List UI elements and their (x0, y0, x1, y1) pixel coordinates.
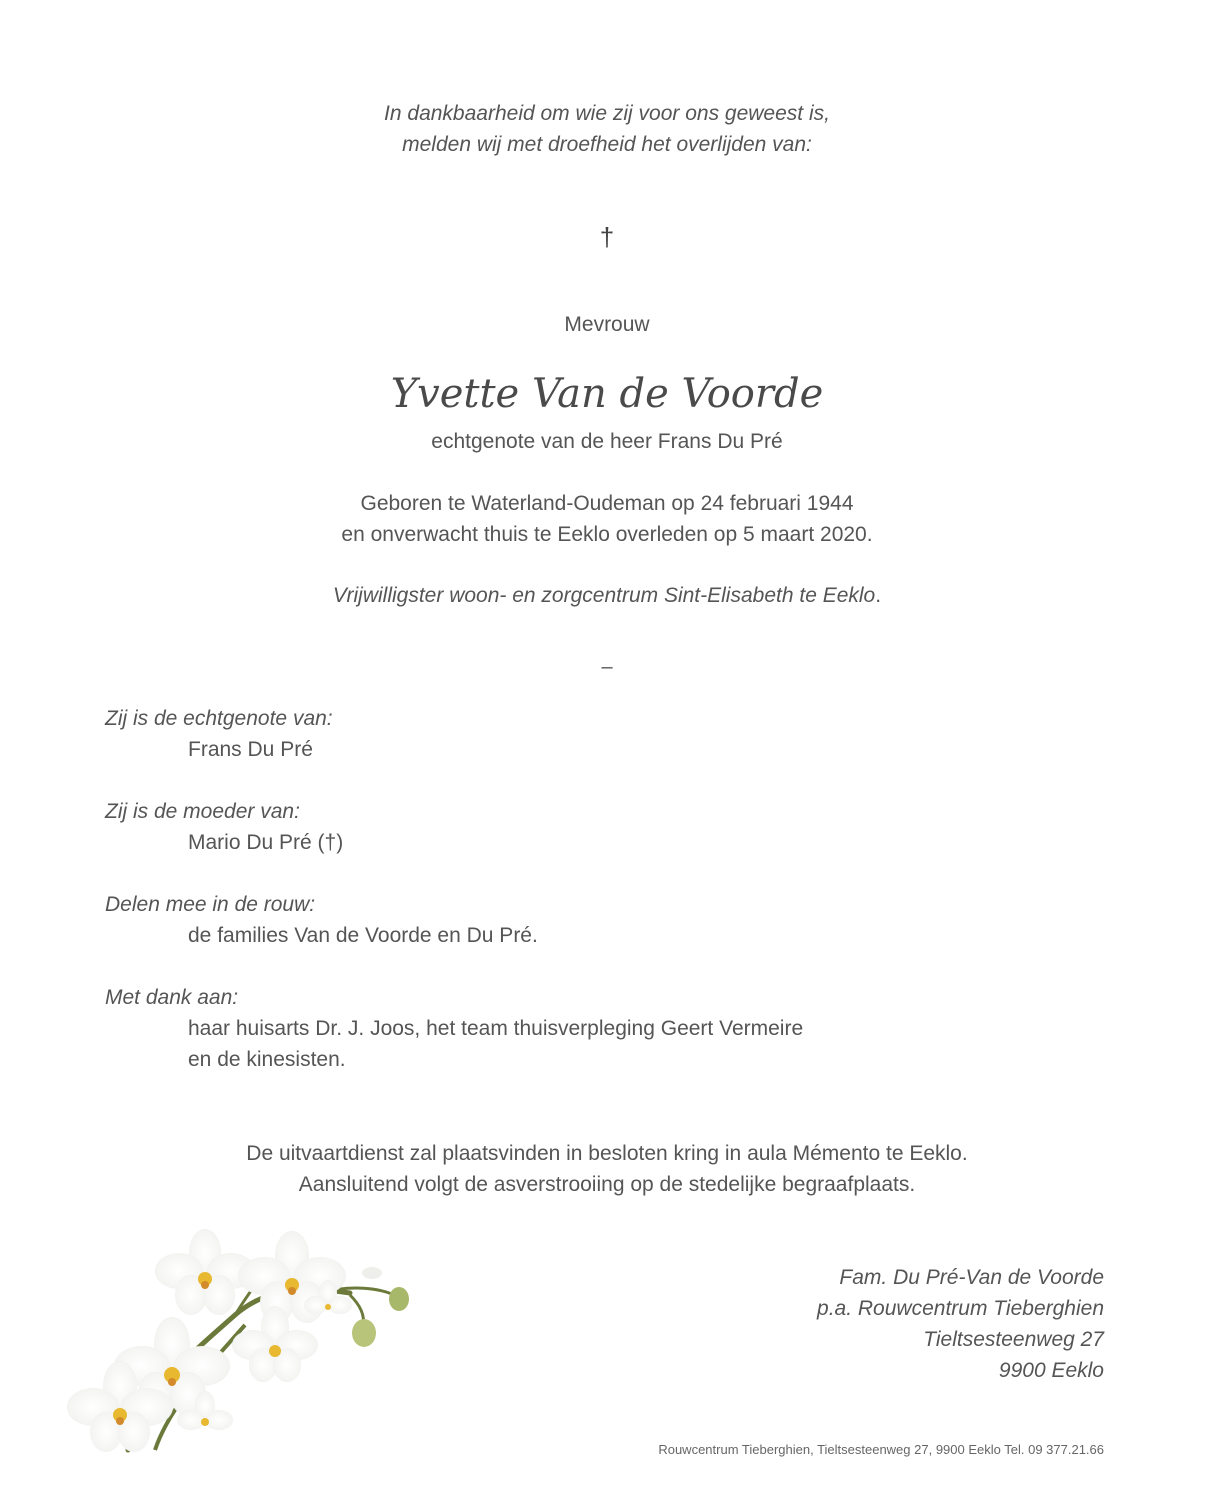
mourn-label: Delen mee in de rouw: (105, 893, 316, 916)
birth-death-text (0, 488, 1214, 550)
deceased-title: Mevrouw (564, 313, 650, 336)
family-children-section (105, 796, 1005, 858)
funeral-line-2: Aansluitend volgt de asverstrooiing op de stedelijke begraafplaats. (298, 1173, 916, 1196)
thanks-value-2: en de kinesisten. (188, 1048, 346, 1071)
signature-block (817, 1262, 1104, 1386)
volunteer-period: . (875, 584, 882, 607)
deceased-name: Yvette Van de Voorde (390, 371, 824, 417)
orchid-image (60, 1205, 420, 1455)
separator-dash: – (601, 656, 613, 678)
spouse-line: echtgenote van de heer Frans Du Pré (431, 430, 783, 453)
signature-street: Tieltsesteenweg 27 (923, 1328, 1104, 1351)
mourn-value: de families Van de Voorde en Du Pré. (188, 924, 538, 947)
spouse-value: Frans Du Pré (188, 738, 313, 761)
spouse-label: Zij is de echtgenote van: (105, 707, 333, 730)
funeral-line-1: De uitvaartdienst zal plaatsvinden in besloten kring in aula Mémento te Eeklo. (246, 1142, 968, 1165)
family-thanks-section (105, 982, 1005, 1075)
thanks-value-1: haar huisarts Dr. J. Joos, het team thuisverpleging Geert Vermeire (188, 1017, 804, 1040)
death-line: en onverwacht thuis te Eeklo overleden op 5 maart 2020. (341, 523, 873, 546)
children-value: Mario Du Pré (†) (188, 831, 344, 854)
intro-line-2: melden wij met droefheid het overlijden van: (402, 133, 812, 156)
signature-city: 9900 Eeklo (998, 1359, 1104, 1382)
signature-care-of: p.a. Rouwcentrum Tieberghien (817, 1297, 1104, 1320)
birth-line: Geboren te Waterland-Oudeman op 24 februari 1944 (360, 492, 854, 515)
intro-line-1: In dankbaarheid om wie zij voor ons geweest is, (384, 102, 830, 125)
children-label: Zij is de moeder van: (105, 800, 300, 823)
volunteer-text: Vrijwilligster woon- en zorgcentrum Sint-Elisabeth te Eeklo (332, 584, 876, 607)
footer-contact: Rouwcentrum Tieberghien, Tieltsesteenweg 27, 9900 Eeklo Tel. 09 377.21.66 (658, 1442, 1104, 1457)
funeral-text (0, 1138, 1214, 1200)
thanks-label: Met dank aan: (105, 986, 239, 1009)
family-spouse-section (105, 703, 1005, 765)
signature-family: Fam. Du Pré-Van de Voorde (839, 1266, 1104, 1289)
volunteer-line (0, 580, 1214, 611)
family-mourn-section (105, 889, 1005, 951)
cross-icon: † (599, 222, 615, 252)
intro-text (0, 98, 1214, 160)
